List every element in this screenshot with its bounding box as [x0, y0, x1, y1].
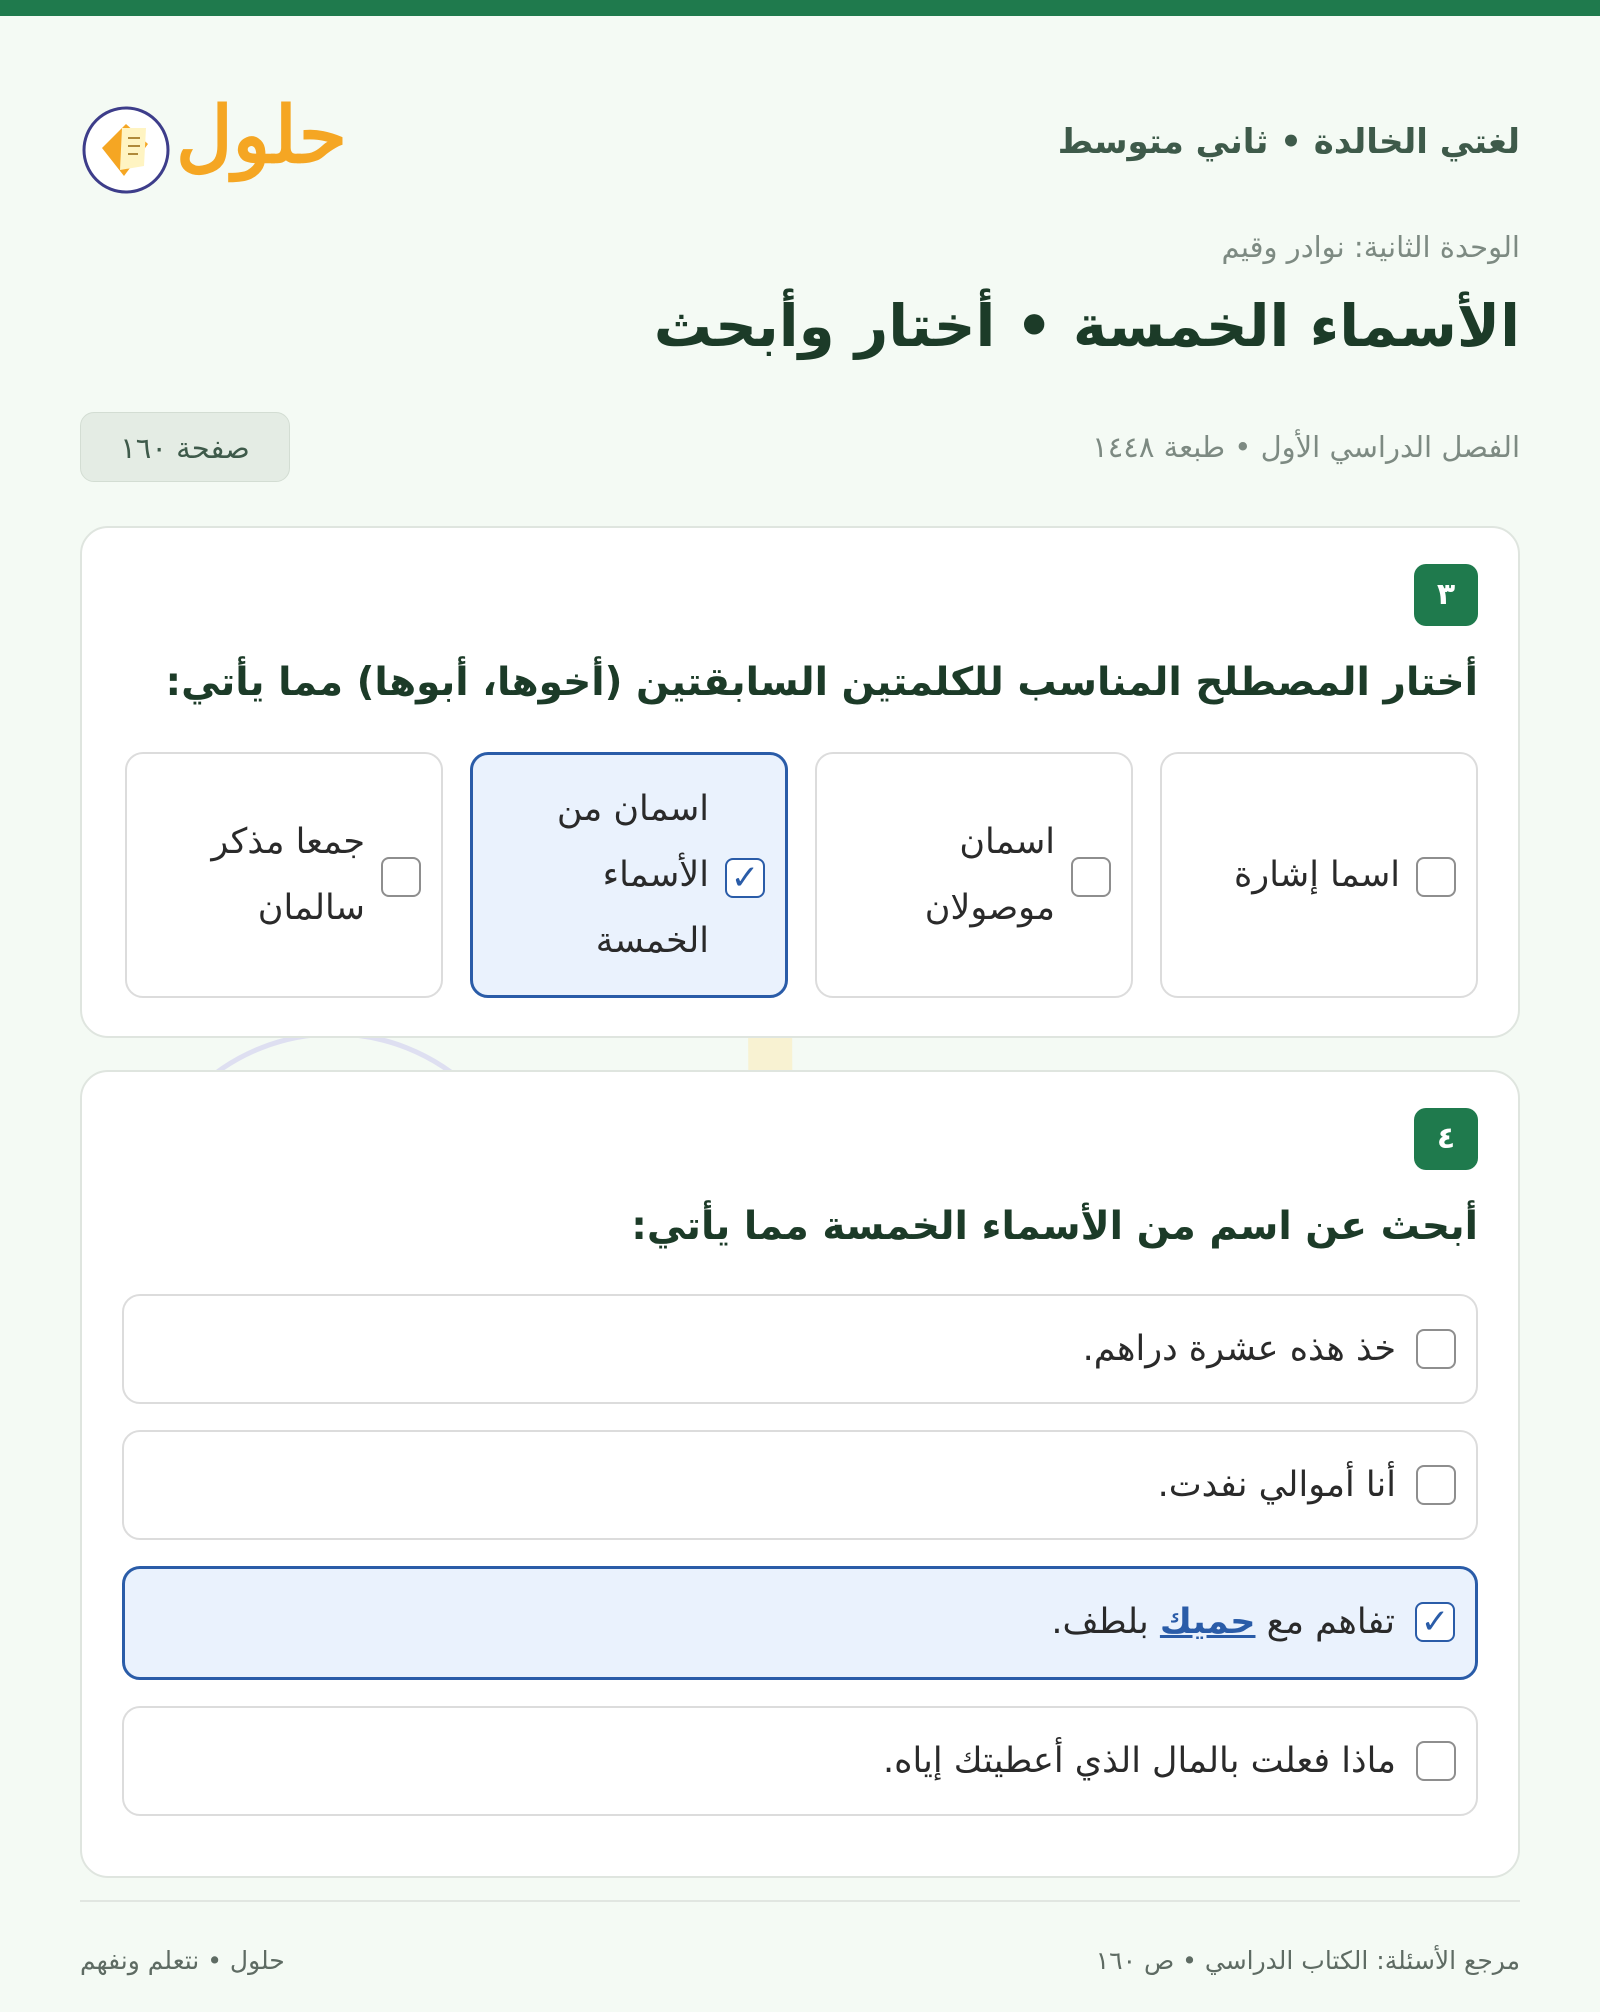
option-label: اسمان من الأسماء الخمسة [556, 789, 709, 961]
checkbox[interactable] [1416, 1741, 1456, 1781]
logo-wordmark: حلول [176, 90, 348, 181]
answer-label: ماذا فعلت بالمال الذي أعطيتك إياه. [882, 1741, 1396, 1781]
top-accent-bar [0, 0, 1600, 16]
page-title: الأسماء الخمسة • أختار وأبحث [653, 292, 1520, 360]
semester-label: الفصل الدراسي الأول • طبعة ١٤٤٨ [1092, 430, 1520, 464]
question-number-badge: ٤ [1414, 1108, 1478, 1170]
checkbox[interactable] [1416, 1329, 1456, 1369]
answer-label [1051, 1569, 1395, 1675]
question-text: أبحث عن اسم من الأسماء الخمسة مما يأتي: [631, 1204, 1478, 1249]
answer-text-after: بلطف. [1051, 1602, 1149, 1642]
checkbox-checked[interactable]: ✓ [725, 858, 765, 898]
question-card-3 [80, 526, 1520, 1038]
book-logo-icon [80, 104, 172, 196]
answer-label: خذ هذه عشرة دراهم. [1082, 1329, 1396, 1369]
answer-row-2[interactable] [122, 1430, 1478, 1540]
option-five-nouns[interactable] [470, 752, 788, 998]
app-title: لغتي الخالدة • ثاني متوسط [1057, 122, 1520, 162]
checkbox-checked[interactable]: ✓ [1415, 1602, 1455, 1642]
question-text: أختار المصطلح المناسب للكلمتين السابقتين (أخوها، أبوها) مما يأتي: [165, 660, 1478, 705]
question-card-4 [80, 1070, 1520, 1878]
header [80, 86, 1520, 206]
footer-divider [80, 1900, 1520, 1902]
question-number-badge: ٣ [1414, 564, 1478, 626]
footer-reference: مرجع الأسئلة: الكتاب الدراسي • ص ١٦٠ [1095, 1946, 1520, 1975]
option-relative[interactable] [815, 752, 1133, 998]
checkbox[interactable] [1071, 857, 1111, 897]
option-label: اسما إشارة [1233, 855, 1400, 895]
answer-row-4[interactable] [122, 1706, 1478, 1816]
answer-label: أنا أموالي نفدت. [1157, 1465, 1396, 1505]
checkbox[interactable] [381, 857, 421, 897]
logo[interactable] [80, 86, 370, 206]
option-label: اسمان موصولان [924, 822, 1055, 928]
page-number-badge: صفحة ١٦٠ [80, 412, 290, 482]
answer-row-3[interactable] [122, 1566, 1478, 1680]
option-demonstrative[interactable] [1160, 752, 1478, 998]
option-sound-masculine-plural[interactable] [125, 752, 443, 998]
answer-text-before: تفاهم مع [1266, 1602, 1395, 1642]
footer-brand: حلول • نتعلم ونفهم [80, 1946, 285, 1975]
option-label: جمعا مذكر سالمان [211, 822, 365, 928]
answer-row-1[interactable] [122, 1294, 1478, 1404]
unit-label: الوحدة الثانية: نوادر وقيم [1221, 230, 1520, 264]
checkbox[interactable] [1416, 1465, 1456, 1505]
checkbox[interactable] [1416, 857, 1456, 897]
highlighted-word: حميك [1159, 1602, 1256, 1642]
